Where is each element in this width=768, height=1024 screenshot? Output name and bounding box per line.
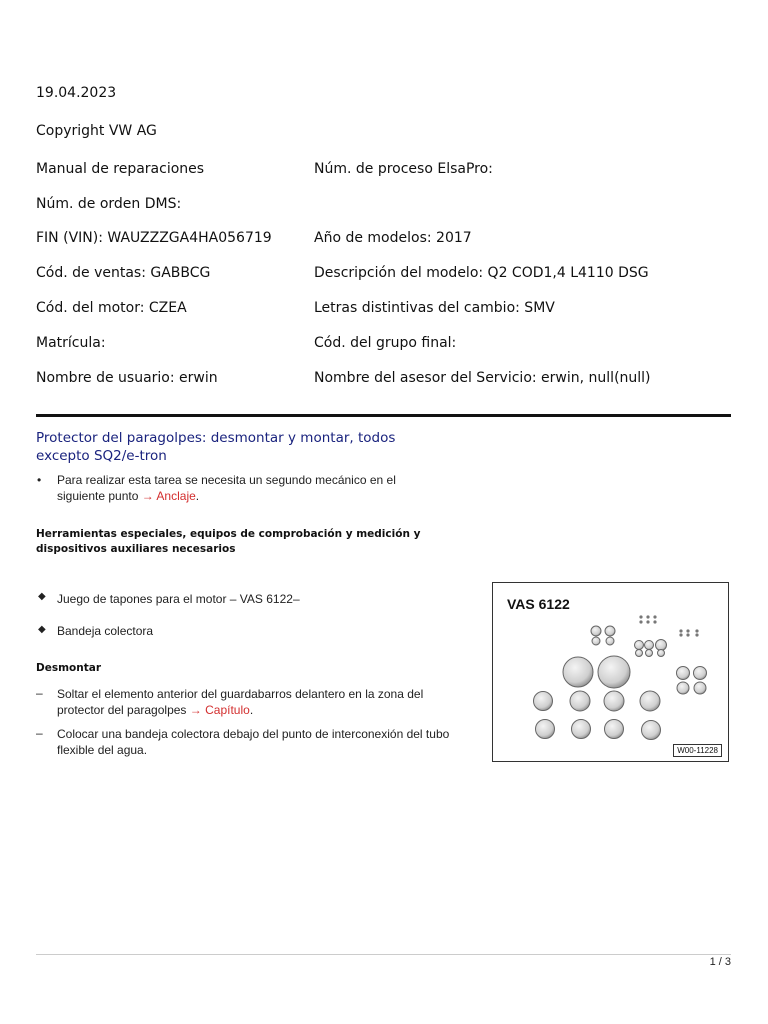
- final-drive-code: Cód. del grupo final:: [314, 335, 457, 351]
- note-paragraph: [57, 472, 437, 504]
- note-text: Para realizar esta tarea se necesita un segundo mecánico en el siguiente punto: [57, 473, 396, 503]
- tool-figure: [492, 582, 729, 762]
- footer-divider: [36, 954, 731, 955]
- plug-set-illustration: [493, 583, 728, 761]
- arrow-icon: →: [141, 489, 154, 503]
- step-item: [57, 686, 457, 718]
- license-plate: Matrícula:: [36, 335, 106, 351]
- username: Nombre de usuario: erwin: [36, 370, 218, 386]
- remove-heading: Desmontar: [36, 662, 101, 674]
- header-divider: [36, 414, 731, 417]
- diamond-bullet-icon: ◆: [38, 624, 46, 635]
- section-title: Protector del paragolpes: desmontar y montar, todos excepto SQ2/e-tron: [36, 430, 396, 464]
- diamond-bullet-icon: ◆: [38, 591, 46, 602]
- model-year: Año de modelos: 2017: [314, 230, 472, 246]
- manual-type: Manual de reparaciones: [36, 161, 205, 177]
- step-text: Soltar el elemento anterior del guardabarros delantero en la zona del protector del paragolpes: [57, 687, 424, 717]
- print-date: 19.04.2023: [36, 85, 117, 101]
- dash-bullet: –: [36, 726, 43, 740]
- anclaje-link[interactable]: Anclaje: [156, 489, 196, 503]
- process-number: Núm. de proceso ElsaPro:: [314, 161, 493, 177]
- capitulo-link[interactable]: Capítulo: [205, 703, 250, 717]
- page-indicator: 1 / 3: [709, 956, 731, 968]
- bullet-dot: •: [37, 473, 42, 487]
- figure-label: VAS 6122: [507, 596, 570, 612]
- sales-code: Cód. de ventas: GABBCG: [36, 265, 211, 281]
- tool-item: Juego de tapones para el motor – VAS 6122–: [57, 592, 300, 606]
- tool-item: Bandeja colectora: [57, 624, 154, 638]
- dms-order: Núm. de orden DMS:: [36, 196, 182, 212]
- engine-code: Cód. del motor: CZEA: [36, 300, 187, 316]
- dash-bullet: –: [36, 686, 43, 700]
- step-item: Colocar una bandeja colectora debajo del punto de interconexión del tubo flexible del agua.: [57, 727, 450, 757]
- gearbox-letters: Letras distintivas del cambio: SMV: [314, 300, 555, 316]
- copyright: Copyright VW AG: [36, 123, 157, 139]
- arrow-icon: →: [189, 703, 202, 717]
- note-end: .: [195, 489, 200, 503]
- tools-heading: Herramientas especiales, equipos de comprobación y medición y dispositivos auxiliares necesarios: [36, 528, 421, 555]
- figure-code: W00-11228: [673, 744, 722, 757]
- step-end: .: [249, 703, 254, 717]
- vin: FIN (VIN): WAUZZZGA4HA056719: [36, 230, 272, 246]
- model-description: Descripción del modelo: Q2 COD1,4 L4110 DSG: [314, 265, 649, 281]
- service-advisor: Nombre del asesor del Servicio: erwin, null(null): [314, 370, 651, 386]
